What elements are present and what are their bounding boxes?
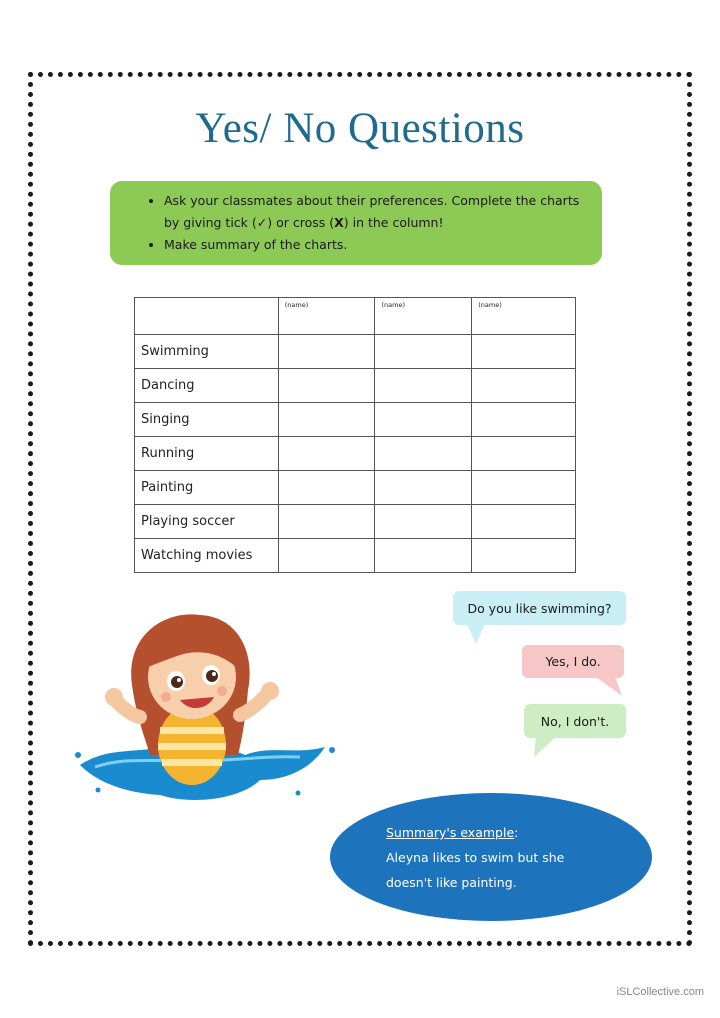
answer-cell[interactable] xyxy=(472,335,576,369)
answer-cell[interactable] xyxy=(375,505,472,539)
answer-cell[interactable] xyxy=(472,369,576,403)
preferences-chart xyxy=(134,297,576,573)
activity-label: Playing soccer xyxy=(135,505,279,539)
table-row xyxy=(135,437,576,471)
answer-cell[interactable] xyxy=(278,539,375,573)
summary-line-2: doesn't like painting. xyxy=(386,875,517,890)
instruction-item-2: • Make summary of the charts. xyxy=(164,234,588,256)
cross-icon: X xyxy=(334,215,344,230)
summary-line-1: Aleyna likes to swim but she xyxy=(386,850,565,865)
answer-cell[interactable] xyxy=(472,437,576,471)
answer-cell[interactable] xyxy=(278,369,375,403)
swimming-girl-illustration xyxy=(70,605,340,810)
summary-heading-colon: : xyxy=(514,825,519,840)
summary-example-oval xyxy=(330,793,652,921)
question-text: Do you like swimming? xyxy=(467,600,612,616)
answer-cell[interactable] xyxy=(278,505,375,539)
answer-cell[interactable] xyxy=(278,471,375,505)
summary-heading: Summary's example xyxy=(386,825,515,840)
activity-label: Singing xyxy=(135,403,279,437)
answer-cell[interactable] xyxy=(375,369,472,403)
chart-header-row xyxy=(135,298,576,335)
table-row xyxy=(135,471,576,505)
instruction-item-1 xyxy=(164,190,588,234)
yes-answer-text: Yes, I do. xyxy=(545,654,601,669)
answer-cell[interactable] xyxy=(472,505,576,539)
table-row xyxy=(135,369,576,403)
activity-label: Dancing xyxy=(135,369,279,403)
instruction-text-a: Ask your classmates about their preferences. Complete the charts by giving tick ( xyxy=(164,193,580,230)
no-answer-text: No, I don't. xyxy=(540,713,610,729)
header-name-2: (name) xyxy=(375,298,472,335)
site-watermark: iSLCollective.com xyxy=(616,986,704,998)
no-bubble-tail xyxy=(530,733,564,759)
answer-cell[interactable] xyxy=(278,437,375,471)
activity-label: Watching movies xyxy=(135,539,279,573)
tick-icon: ✓ xyxy=(256,215,268,230)
activity-label: Painting xyxy=(135,471,279,505)
activity-label: Swimming xyxy=(135,335,279,369)
page-title: Yes/ No Questions xyxy=(195,105,525,152)
question-bubble-tail xyxy=(462,620,492,646)
header-name-1: (name) xyxy=(278,298,375,335)
instruction-text-c: ) in the column! xyxy=(343,215,444,230)
header-blank xyxy=(135,298,279,335)
instruction-text-b: ) or cross ( xyxy=(267,215,335,230)
table-row xyxy=(135,403,576,437)
yes-bubble-tail xyxy=(590,672,624,698)
answer-cell[interactable] xyxy=(375,335,472,369)
instructions-box xyxy=(110,181,602,265)
answer-cell[interactable] xyxy=(375,403,472,437)
activity-label: Running xyxy=(135,437,279,471)
header-name-3: (name) xyxy=(472,298,576,335)
answer-cell[interactable] xyxy=(472,403,576,437)
table-row xyxy=(135,539,576,573)
answer-cell[interactable] xyxy=(472,471,576,505)
answer-cell[interactable] xyxy=(472,539,576,573)
summary-heading-line xyxy=(386,820,652,845)
answer-cell[interactable] xyxy=(375,437,472,471)
answer-cell[interactable] xyxy=(375,539,472,573)
table-row xyxy=(135,505,576,539)
answer-cell[interactable] xyxy=(278,335,375,369)
table-row xyxy=(135,335,576,369)
answer-cell[interactable] xyxy=(278,403,375,437)
answer-cell[interactable] xyxy=(375,471,472,505)
